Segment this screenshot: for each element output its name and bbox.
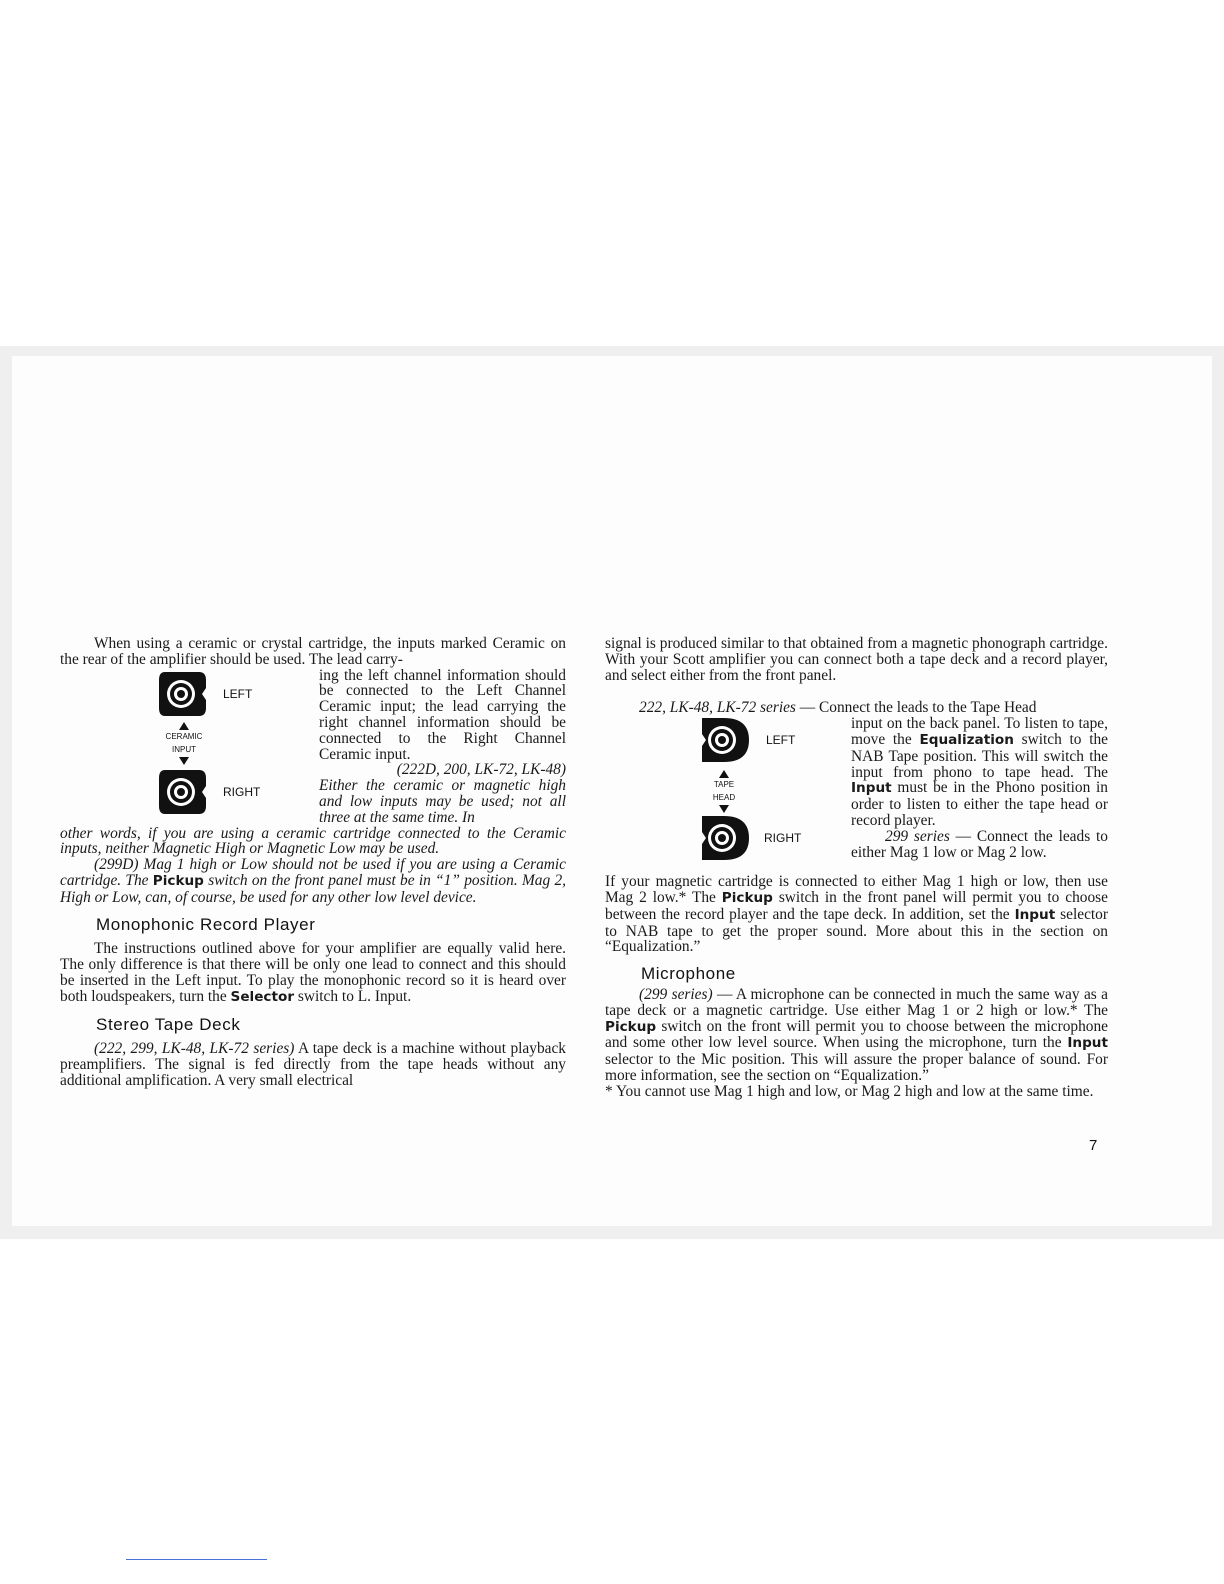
ceramic-connection-text: ing the left channel information should be connected to the Left Channel Ceramic input; the lead carrying the right channel information should be connected to the Right Channel Ceramic input. [319, 666, 566, 763]
mag-text-a: If your magnetic cartridge is connected to either Mag 1 high or low, then use Mag 2 low.* The [605, 873, 1108, 906]
mono-text-a: The instructions outlined above for your amplifier are equally valid here. The only difference is that there will be only one lead to connect and this should be inserted in the Left input. To play the monophonic record so it is heard over both loudspeakers, turn the [60, 940, 566, 1005]
head-label: HEAD [712, 793, 736, 803]
up-arrow-icon [719, 770, 729, 778]
equalization-term: Equalization [919, 731, 1014, 748]
page-number: 7 [1089, 1137, 1098, 1154]
ceramic-float-text [319, 668, 566, 826]
left-channel-label: LEFT [766, 733, 796, 748]
tape-label: TAPE [713, 780, 735, 790]
signal-paragraph: signal is produced similar to that obtained from a magnetic phonograph cartridge. With your Scott amplifier you can connect both a tape deck and a record player, and select either from the front panel. [605, 635, 1108, 684]
up-arrow-icon [179, 722, 189, 730]
input-label: INPUT [172, 744, 196, 754]
right-channel-label: RIGHT [764, 831, 802, 846]
series-299-lead [851, 829, 1108, 861]
left-column [60, 636, 566, 1089]
magnetic-cartridge-paragraph [605, 874, 1108, 955]
mono-heading: Monophonic Record Player [96, 914, 316, 934]
pickup-term: Pickup [605, 1018, 657, 1035]
tape-head-jack-icon [700, 716, 751, 764]
model-series-note: (222D, 200, LK-72, LK-48) [396, 761, 566, 779]
ceramic-input-jack-icon [157, 768, 208, 816]
mic-text-a: — A microphone can be connected in much the same way as a tape deck or a magnetic cartridge. Use either Mag 1 or 2 high or low.* The [605, 985, 1108, 1019]
either-input-text: Either the ceramic or magnetic high and low inputs may be used; not all three at the same time. In [319, 777, 566, 826]
tape-text-c: must be in the Phono position in order to listen to either the tape head or record player. [851, 779, 1108, 829]
mic-text-c: selector to the Mic position. This will assure the proper balance of sound. For more information, see the section on “Equalization.” [605, 1051, 1108, 1084]
tape-head-figure-block [605, 716, 1108, 874]
intro-paragraph: When using a ceramic or crystal cartridge, the inputs marked Ceramic on the rear of the amplifier should be used. The lead carry- [60, 635, 566, 668]
tape-head-lead-text: — Connect the leads to the Tape Head [795, 699, 1037, 717]
down-arrow-icon [179, 757, 189, 765]
note-text-a: (299D) Mag 1 high or Low should not be used if you are using a Ceramic cartridge. The [60, 856, 566, 889]
tape-head-instructions [851, 716, 1108, 829]
pickup-term: Pickup [152, 872, 204, 889]
selector-term: Selector [230, 988, 295, 1005]
down-arrow-icon [719, 805, 729, 813]
ceramic-label: CERAMIC [165, 731, 203, 741]
input-term: Input [1067, 1035, 1108, 1052]
microphone-heading: Microphone [641, 964, 736, 984]
ceramic-figure-block [60, 668, 566, 826]
right-column [605, 636, 1108, 1100]
mag-text-b: switch in the front panel will permit you to choose between the record player and the tape deck. In addition, set the [605, 888, 1109, 923]
ceramic-note-rest: other words, if you are using a ceramic cartridge connected to the Ceramic inputs, neither Magnetic High or Magnetic Low may be used. [60, 824, 566, 858]
mono-paragraph [60, 941, 566, 1005]
left-channel-label: LEFT [223, 686, 253, 701]
mic-series-note: (299 series) [639, 985, 713, 1003]
input-term: Input [851, 780, 892, 797]
tape-head-lead [605, 700, 1108, 716]
tape-head-float-text [851, 716, 1108, 860]
mic-text-b: switch on the front will permit you to choose between the microphone and some other low level source. When using the microphone, turn the [605, 1017, 1108, 1052]
mono-text-b: switch to L. Input. [294, 987, 412, 1005]
model-299d-note [60, 857, 566, 905]
ceramic-input-jack-icon [157, 670, 208, 718]
series-299-text: — Connect the leads to either Mag 1 low or Mag 2 low. [851, 827, 1108, 861]
tape-deck-text: A tape deck is a machine without playback preamplifiers. The signal is fed directly from the tape heads without any additional amplification. A very small electrical [60, 1040, 566, 1089]
mag-text-c: selector to NAB tape to get the proper sound. More about this in the section on “Equalization.” [605, 905, 1109, 956]
tape-text-b: switch to the NAB Tape position. This will switch the input from phono to tape head. The [851, 730, 1108, 781]
tape-head-jack-icon [700, 814, 751, 862]
tape-deck-paragraph [60, 1041, 566, 1088]
tape-head-series: 222, LK-48, LK-72 series [639, 699, 796, 717]
tape-text-a: input on the back panel. To listen to tape, move the [851, 715, 1108, 748]
tape-deck-heading: Stereo Tape Deck [96, 1014, 241, 1034]
tape-series-note: (222, 299, LK-48, LK-72 series) [94, 1040, 295, 1058]
footnote: * You cannot use Mag 1 high and low, or Mag 2 high and low at the same time. [605, 1082, 1094, 1100]
right-channel-label: RIGHT [223, 784, 261, 799]
note-text-b: switch on the front panel must be in “1” position. Mag 2, High or Low, can, of course, be used for any other low level device. [60, 871, 566, 906]
pickup-term: Pickup [721, 889, 773, 906]
input-term: Input [1014, 906, 1056, 923]
manual-page [12, 356, 1212, 1226]
bottom-divider-line [126, 1559, 267, 1560]
series-299-note: 299 series [885, 827, 950, 845]
microphone-paragraph [605, 987, 1108, 1084]
